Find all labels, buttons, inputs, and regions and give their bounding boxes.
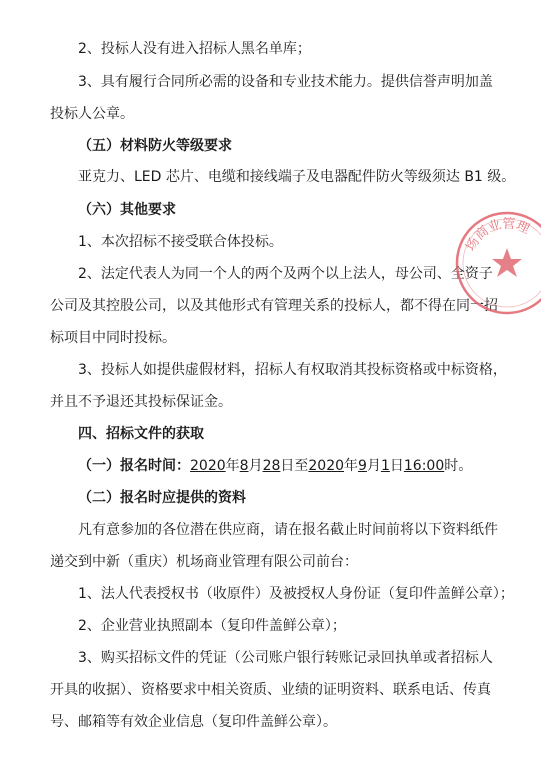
section-4-heading: 四、招标文件的获取 [78, 426, 204, 442]
fire-rating-text: 亚克力、LED 芯片、电缆和接线端子及电器配件防火等级须达 B1 级。 [78, 169, 516, 185]
intro-line-2: 递交到中新（重庆）机场商业管理有限公司前台： [50, 554, 358, 570]
reg-start-year: 2020 [190, 458, 226, 474]
doc-3-line-1: 3、购买招标文件的凭证（公司账户银行转账记录回执单或者招标人 [78, 650, 493, 666]
intro-line-1: 凡有意参加的各位潜在供应商，请在报名截止时间前将以下资料纸件 [78, 522, 498, 538]
other-2-line-1: 2、法定代表人为同一个人的两个及两个以上法人，母公司、全资子 [78, 266, 493, 282]
company-seal [452, 208, 541, 318]
year-char: 年 [225, 458, 240, 474]
doc-2-line: 2、企业营业执照副本（复印件盖鲜公章）； [78, 618, 346, 634]
month-char: 月 [366, 458, 381, 474]
reg-end-month: 9 [358, 458, 367, 474]
reg-end-day: 1 [380, 458, 390, 474]
other-3-line-1: 3、投标人如提供虚假材料，招标人有权取消其投标资格或中标资格， [78, 362, 507, 378]
section-5-heading: （五）材料防火等级要求 [78, 138, 232, 154]
registration-time-label: （一）报名时间： [78, 458, 190, 474]
req-2-line: 2、投标人没有进入招标人黑名单库； [78, 41, 311, 57]
year-char: 年 [344, 458, 359, 474]
day-to-chars: 日至 [280, 458, 309, 474]
req-3-line-2: 投标人公章。 [50, 106, 134, 122]
other-2-line-3: 标项目中同时投标。 [50, 330, 176, 346]
registration-time-line [78, 456, 541, 476]
doc-3-line-2: 开具的收据）、资格要求中相关资质、业绩的证明资料、联系电话、传真 [50, 682, 491, 698]
seal-text: 场商业管理 [463, 216, 532, 254]
reg-end-year: 2020 [308, 458, 345, 474]
other-2-line-2: 公司及其控股公司，以及其他形式有管理关系的投标人，都不得在同一招 [50, 298, 498, 314]
seal-star-icon [492, 248, 522, 277]
hour-char: 时。 [444, 458, 473, 474]
reg-start-day: 28 [262, 458, 281, 474]
other-3-line-2: 并且不予退还其投标保证金。 [50, 394, 232, 410]
section-6-heading: （六）其他要求 [78, 202, 176, 218]
other-1-line: 1、本次招标不接受联合体投标。 [78, 234, 283, 250]
doc-1-line: 1、法人代表授权书（收原件）及被授权人身份证（复印件盖鲜公章）； [78, 586, 514, 602]
req-3-line-1: 3、具有履行合同所必需的设备和专业技术能力。提供信誉声明加盖 [78, 74, 493, 90]
day-char: 日 [389, 458, 404, 474]
reg-end-time: 16:00 [403, 458, 445, 474]
month-char: 月 [248, 458, 263, 474]
reg-start-month: 8 [239, 458, 249, 474]
subsection-2-heading: （二）报名时应提供的资料 [78, 490, 246, 506]
doc-3-line-3: 号、邮箱等有效企业信息（复印件盖鲜公章）。 [50, 714, 337, 730]
